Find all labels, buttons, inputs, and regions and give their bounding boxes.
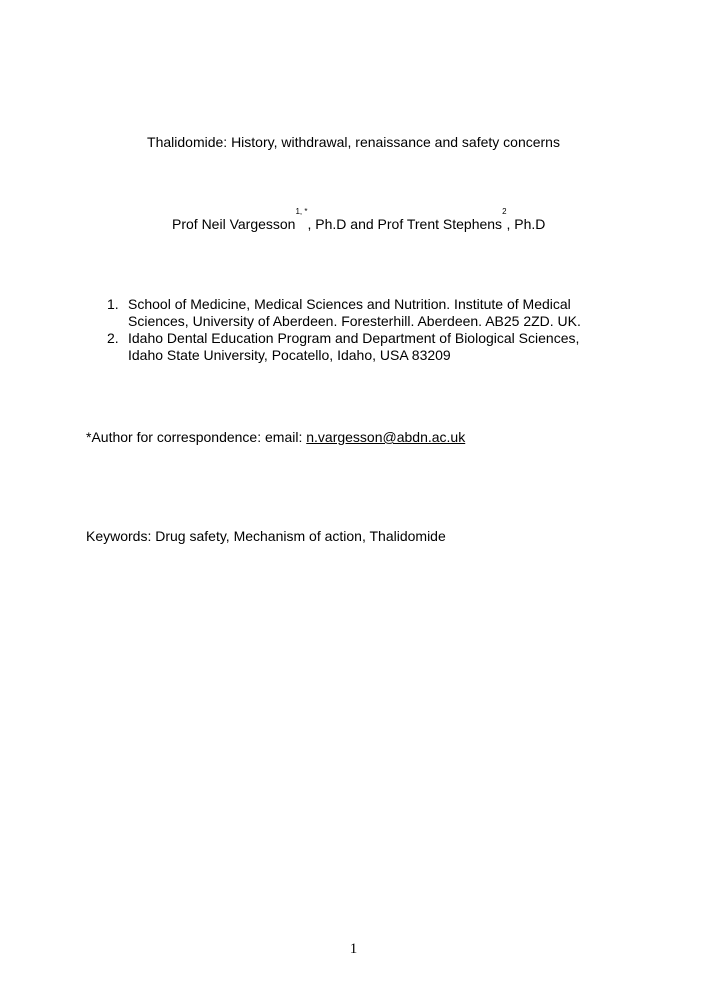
- affiliation-item: [107, 296, 627, 330]
- author-degree: , Ph.D: [506, 216, 546, 232]
- author-name: Prof Trent Stephens: [377, 216, 503, 232]
- email-link[interactable]: n.vargesson@abdn.ac.uk: [306, 429, 466, 445]
- affiliation-text-line: School of Medicine, Medical Sciences and Nutrition. Institute of Medical: [128, 296, 571, 312]
- correspondence-label: *Author for correspondence: email:: [86, 429, 307, 445]
- affiliation-item: [107, 330, 627, 364]
- paper-title: Thalidomide: History, withdrawal, renaissance and safety concerns: [147, 134, 560, 150]
- author-affiliation-marker: 1, *: [295, 207, 308, 216]
- keywords-line: Keywords: Drug safety, Mechanism of action, Thalidomide: [86, 528, 446, 544]
- author-name: Prof Neil Vargesson: [172, 216, 296, 232]
- affiliation-number: 1.: [107, 296, 119, 312]
- page-number: 1: [349, 941, 358, 957]
- affiliation-list: [107, 296, 627, 364]
- affiliation-text-line: Sciences, University of Aberdeen. Foresterhill. Aberdeen. AB25 2ZD. UK.: [128, 313, 581, 329]
- affiliation-text-line: Idaho Dental Education Program and Department of Biological Sciences,: [128, 330, 580, 346]
- affiliation-number: 2.: [107, 330, 119, 346]
- author-affiliation-marker: 2: [502, 207, 507, 216]
- affiliation-text-line: Idaho State University, Pocatello, Idaho, USA 83209: [128, 347, 451, 363]
- author-degree: , Ph.D and: [307, 216, 378, 232]
- author-line: [172, 207, 546, 233]
- correspondence-line: [86, 429, 465, 446]
